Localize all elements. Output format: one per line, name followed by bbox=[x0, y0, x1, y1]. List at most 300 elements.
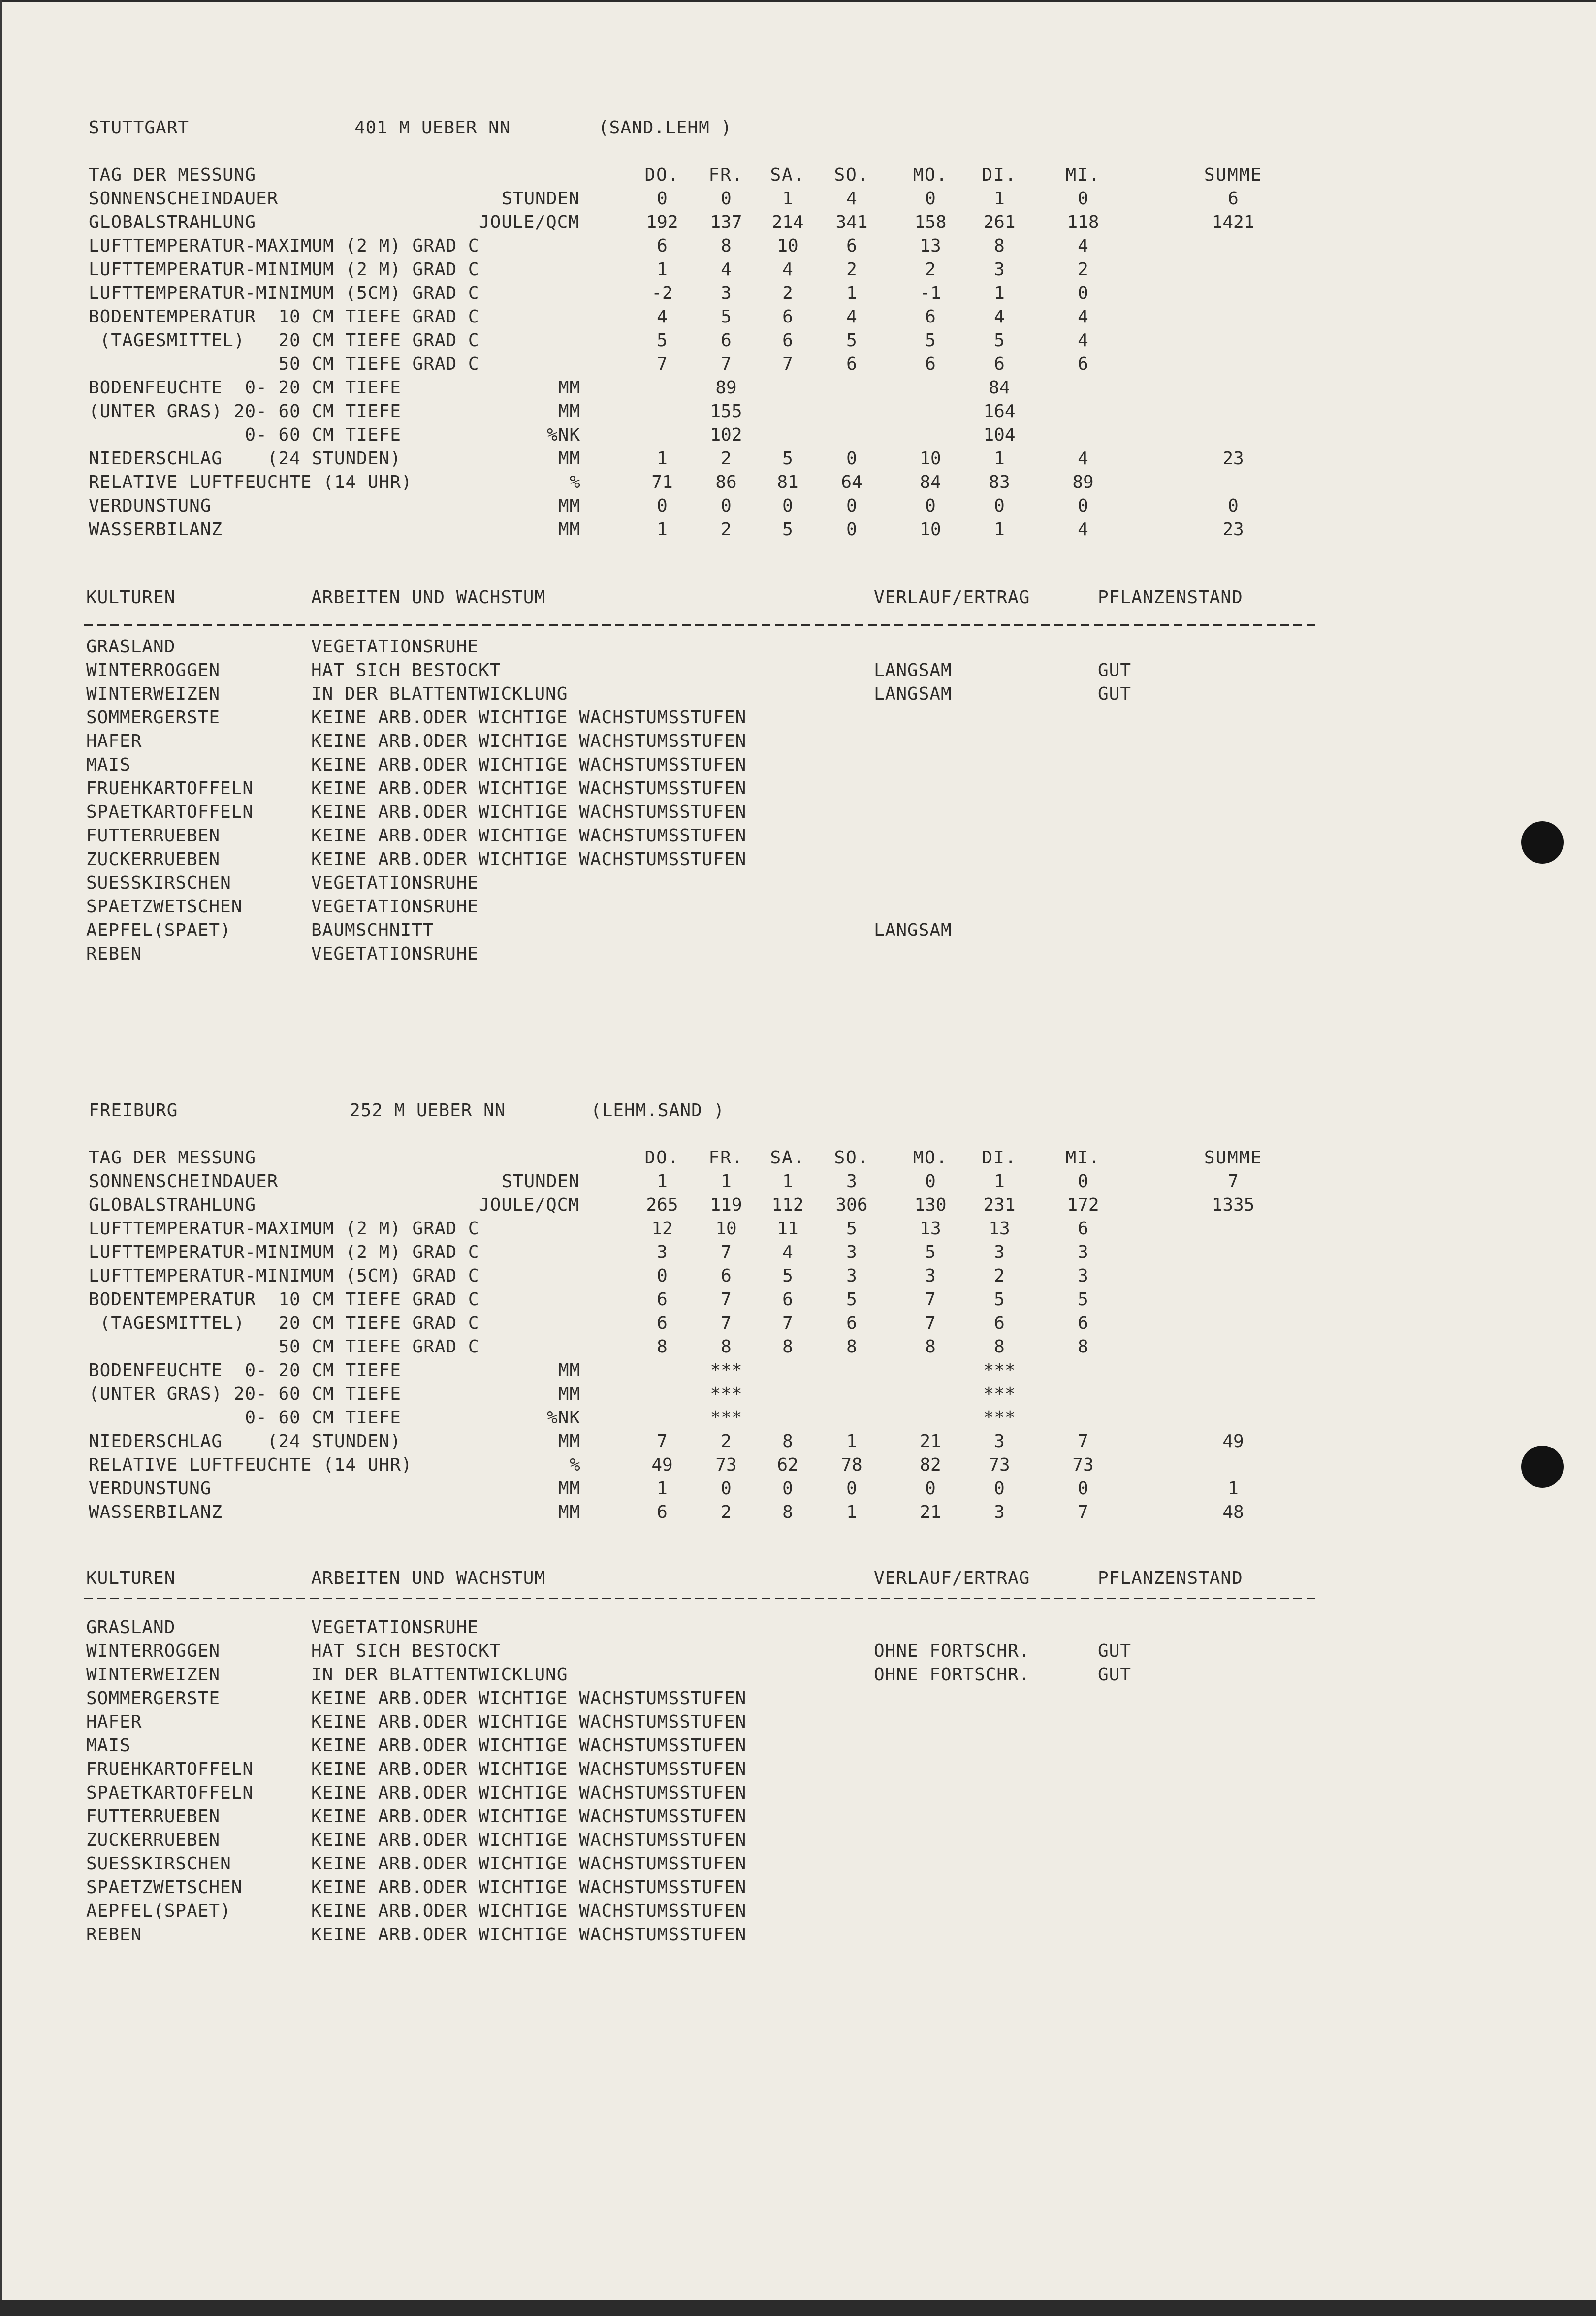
scan-border-left bbox=[0, 0, 2, 2316]
stuttgart-value-cell: 13 bbox=[920, 236, 941, 256]
stuttgart-value-cell: 4 bbox=[846, 307, 857, 327]
freiburg-value-cell: 1 bbox=[846, 1431, 857, 1451]
stuttgart-crop-work: KEINE ARB.ODER WICHTIGE WACHSTUMSSTUFEN bbox=[311, 778, 747, 799]
freiburg-value-cell: 119 bbox=[710, 1195, 742, 1215]
stuttgart-value-cell: 102 bbox=[710, 425, 742, 445]
freiburg-crop-work: KEINE ARB.ODER WICHTIGE WACHSTUMSSTUFEN bbox=[311, 1688, 747, 1708]
freiburg-weekday-header: MO. bbox=[913, 1148, 948, 1168]
stuttgart-crop-name: HAFER bbox=[86, 731, 142, 751]
freiburg-value-cell: 7 bbox=[721, 1313, 732, 1333]
stuttgart-crop-work: VEGETATIONSRUHE bbox=[311, 637, 479, 657]
stuttgart-station-name: STUTTGART bbox=[89, 118, 190, 138]
stuttgart-crop-progress: LANGSAM bbox=[874, 684, 952, 704]
freiburg-row-unit: MM bbox=[558, 1384, 581, 1404]
stuttgart-row-label: NIEDERSCHLAG (24 STUNDEN) bbox=[89, 449, 401, 469]
stuttgart-value-cell: 2 bbox=[721, 519, 732, 540]
freiburg-value-cell: 5 bbox=[994, 1289, 1005, 1310]
stuttgart-value-cell: 4 bbox=[657, 307, 668, 327]
stuttgart-value-cell: 118 bbox=[1067, 212, 1099, 232]
freiburg-row-label: BODENTEMPERATUR 10 CM TIEFE GRAD C bbox=[89, 1289, 479, 1310]
freiburg-crop-name: SUESSKIRSCHEN bbox=[86, 1854, 231, 1874]
freiburg-value-cell: 5 bbox=[925, 1242, 936, 1262]
freiburg-value-cell: 1 bbox=[657, 1171, 668, 1191]
freiburg-value-cell: 3 bbox=[657, 1242, 668, 1262]
stuttgart-row-label: VERDUNSTUNG bbox=[89, 496, 212, 516]
stuttgart-value-cell: 6 bbox=[1078, 354, 1088, 374]
freiburg-value-cell: 11 bbox=[777, 1219, 798, 1239]
stuttgart-crop-name: REBEN bbox=[86, 944, 142, 964]
freiburg-value-cell: *** bbox=[710, 1384, 742, 1404]
stuttgart-row-unit: MM bbox=[558, 401, 581, 421]
stuttgart-soil-type: (SAND.LEHM ) bbox=[598, 118, 733, 138]
freiburg-sum-cell: 48 bbox=[1222, 1502, 1244, 1522]
freiburg-progress-header: VERLAUF/ERTRAG bbox=[874, 1568, 1030, 1588]
stuttgart-crop-work: IN DER BLATTENTWICKLUNG bbox=[311, 684, 568, 704]
freiburg-row-label: WASSERBILANZ bbox=[89, 1502, 223, 1522]
stuttgart-value-cell: 1 bbox=[994, 189, 1005, 209]
freiburg-value-cell: *** bbox=[983, 1360, 1016, 1381]
freiburg-value-cell: 49 bbox=[651, 1455, 673, 1475]
stuttgart-value-cell: 104 bbox=[983, 425, 1016, 445]
freiburg-value-cell: 7 bbox=[782, 1313, 793, 1333]
freiburg-row-label: NIEDERSCHLAG (24 STUNDEN) bbox=[89, 1431, 401, 1451]
freiburg-row-label: 0- 60 CM TIEFE bbox=[89, 1408, 401, 1428]
stuttgart-row-label: BODENFEUCHTE 0- 20 CM TIEFE bbox=[89, 378, 401, 398]
stuttgart-crop-work: KEINE ARB.ODER WICHTIGE WACHSTUMSSTUFEN bbox=[311, 826, 747, 846]
stuttgart-elevation: 401 M UEBER NN bbox=[354, 118, 511, 138]
stuttgart-value-cell: 4 bbox=[1078, 519, 1088, 540]
freiburg-value-cell: 5 bbox=[846, 1289, 857, 1310]
stuttgart-crop-work: VEGETATIONSRUHE bbox=[311, 944, 479, 964]
stuttgart-crop-work: KEINE ARB.ODER WICHTIGE WACHSTUMSSTUFEN bbox=[311, 708, 747, 728]
stuttgart-value-cell: 10 bbox=[920, 519, 941, 540]
stuttgart-value-cell: 2 bbox=[925, 259, 936, 280]
stuttgart-weekday-header: FR. bbox=[708, 165, 744, 185]
freiburg-value-cell: 7 bbox=[1078, 1502, 1088, 1522]
freiburg-value-cell: 6 bbox=[846, 1313, 857, 1333]
freiburg-value-cell: 82 bbox=[920, 1455, 941, 1475]
stuttgart-value-cell: 341 bbox=[835, 212, 868, 232]
freiburg-crop-name: FUTTERRUEBEN bbox=[86, 1806, 221, 1827]
stuttgart-value-cell: 89 bbox=[1072, 472, 1094, 492]
freiburg-weekday-header: SO. bbox=[834, 1148, 869, 1168]
freiburg-row-label: LUFTTEMPERATUR-MINIMUM (5CM) GRAD C bbox=[89, 1266, 479, 1286]
stuttgart-value-cell: 0 bbox=[1078, 496, 1088, 516]
freiburg-value-cell: 0 bbox=[1078, 1171, 1088, 1191]
stuttgart-crop-name: SOMMERGERSTE bbox=[86, 708, 221, 728]
freiburg-value-cell: 3 bbox=[994, 1242, 1005, 1262]
stuttgart-value-cell: 5 bbox=[657, 330, 668, 351]
stuttgart-row-label: WASSERBILANZ bbox=[89, 519, 223, 540]
stuttgart-crop-name: FUTTERRUEBEN bbox=[86, 826, 221, 846]
freiburg-row-label: (UNTER GRAS) 20- 60 CM TIEFE bbox=[89, 1384, 401, 1404]
stuttgart-value-cell: 155 bbox=[710, 401, 742, 421]
stuttgart-row-label: BODENTEMPERATUR 10 CM TIEFE GRAD C bbox=[89, 307, 479, 327]
stuttgart-value-cell: 3 bbox=[721, 283, 732, 303]
freiburg-dashed-rule bbox=[84, 1598, 1319, 1599]
stuttgart-value-cell: 0 bbox=[1078, 189, 1088, 209]
stuttgart-row-label: LUFTTEMPERATUR-MINIMUM (5CM) GRAD C bbox=[89, 283, 479, 303]
freiburg-value-cell: 3 bbox=[846, 1266, 857, 1286]
freiburg-crop-work: KEINE ARB.ODER WICHTIGE WACHSTUMSSTUFEN bbox=[311, 1712, 747, 1732]
stuttgart-value-cell: 1 bbox=[994, 519, 1005, 540]
freiburg-value-cell: 8 bbox=[782, 1431, 793, 1451]
stuttgart-value-cell: 4 bbox=[846, 189, 857, 209]
freiburg-value-cell: 1 bbox=[846, 1502, 857, 1522]
stuttgart-value-cell: 4 bbox=[721, 259, 732, 280]
stuttgart-value-cell: 6 bbox=[846, 236, 857, 256]
freiburg-value-cell: 5 bbox=[1078, 1289, 1088, 1310]
freiburg-value-cell: 8 bbox=[721, 1337, 732, 1357]
freiburg-value-cell: 0 bbox=[1078, 1479, 1088, 1499]
freiburg-value-cell: 73 bbox=[989, 1455, 1010, 1475]
freiburg-value-cell: 7 bbox=[721, 1289, 732, 1310]
freiburg-row-label: LUFTTEMPERATUR-MAXIMUM (2 M) GRAD C bbox=[89, 1219, 479, 1239]
freiburg-sum-cell: 1 bbox=[1228, 1479, 1239, 1499]
freiburg-value-cell: 6 bbox=[1078, 1313, 1088, 1333]
stuttgart-value-cell: 0 bbox=[846, 449, 857, 469]
freiburg-value-cell: *** bbox=[983, 1408, 1016, 1428]
stuttgart-row-unit: % bbox=[570, 472, 581, 492]
stuttgart-value-cell: 1 bbox=[994, 283, 1005, 303]
freiburg-value-cell: 6 bbox=[1078, 1219, 1088, 1239]
freiburg-crop-work: KEINE ARB.ODER WICHTIGE WACHSTUMSSTUFEN bbox=[311, 1901, 747, 1921]
freiburg-value-cell: 3 bbox=[994, 1502, 1005, 1522]
stuttgart-value-cell: 2 bbox=[721, 449, 732, 469]
freiburg-crop-name: FRUEHKARTOFFELN bbox=[86, 1759, 254, 1779]
stuttgart-value-cell: 5 bbox=[925, 330, 936, 351]
stuttgart-value-cell: 6 bbox=[721, 330, 732, 351]
freiburg-crop-work: KEINE ARB.ODER WICHTIGE WACHSTUMSSTUFEN bbox=[311, 1877, 747, 1898]
stuttgart-crop-work: KEINE ARB.ODER WICHTIGE WACHSTUMSSTUFEN bbox=[311, 731, 747, 751]
freiburg-crops-header: KULTUREN bbox=[86, 1568, 176, 1588]
stuttgart-crop-name: WINTERROGGEN bbox=[86, 660, 221, 680]
stuttgart-value-cell: 0 bbox=[721, 496, 732, 516]
freiburg-crop-name: WINTERROGGEN bbox=[86, 1641, 221, 1661]
stuttgart-value-cell: 261 bbox=[983, 212, 1016, 232]
stuttgart-crop-work: VEGETATIONSRUHE bbox=[311, 873, 479, 893]
stuttgart-crop-name: WINTERWEIZEN bbox=[86, 684, 221, 704]
stuttgart-crop-work: BAUMSCHNITT bbox=[311, 920, 434, 940]
stuttgart-sum-cell: 23 bbox=[1222, 449, 1244, 469]
stuttgart-crop-name: AEPFEL(SPAET) bbox=[86, 920, 231, 940]
freiburg-crop-work: IN DER BLATTENTWICKLUNG bbox=[311, 1665, 568, 1685]
stuttgart-value-cell: 10 bbox=[777, 236, 798, 256]
freiburg-value-cell: 6 bbox=[782, 1289, 793, 1310]
freiburg-row-unit: MM bbox=[558, 1502, 581, 1522]
stuttgart-crop-progress: LANGSAM bbox=[874, 920, 952, 940]
freiburg-value-cell: 112 bbox=[771, 1195, 804, 1215]
freiburg-value-cell: 8 bbox=[657, 1337, 668, 1357]
freiburg-value-cell: 5 bbox=[782, 1266, 793, 1286]
freiburg-value-cell: 265 bbox=[646, 1195, 678, 1215]
stuttgart-stand-header: PFLANZENSTAND bbox=[1098, 587, 1243, 608]
stuttgart-value-cell: 8 bbox=[721, 236, 732, 256]
scan-border-bottom bbox=[0, 2300, 1596, 2316]
stuttgart-value-cell: 0 bbox=[657, 189, 668, 209]
stuttgart-row-label: LUFTTEMPERATUR-MAXIMUM (2 M) GRAD C bbox=[89, 236, 479, 256]
stuttgart-value-cell: 6 bbox=[994, 354, 1005, 374]
freiburg-value-cell: 0 bbox=[782, 1479, 793, 1499]
stuttgart-row-label: (TAGESMITTEL) 20 CM TIEFE GRAD C bbox=[89, 330, 479, 351]
freiburg-row-label: RELATIVE LUFTFEUCHTE (14 UHR) bbox=[89, 1455, 413, 1475]
freiburg-value-cell: 3 bbox=[1078, 1266, 1088, 1286]
freiburg-crop-work: KEINE ARB.ODER WICHTIGE WACHSTUMSSTUFEN bbox=[311, 1925, 747, 1945]
freiburg-value-cell: 13 bbox=[989, 1219, 1010, 1239]
stuttgart-crop-name: SUESSKIRSCHEN bbox=[86, 873, 231, 893]
freiburg-row-label: BODENFEUCHTE 0- 20 CM TIEFE bbox=[89, 1360, 401, 1381]
freiburg-row-label: 50 CM TIEFE GRAD C bbox=[89, 1337, 479, 1357]
stuttgart-row-label: RELATIVE LUFTFEUCHTE (14 UHR) bbox=[89, 472, 413, 492]
stuttgart-sum-cell: 23 bbox=[1222, 519, 1244, 540]
stuttgart-value-cell: 5 bbox=[846, 330, 857, 351]
freiburg-value-cell: 7 bbox=[925, 1289, 936, 1310]
freiburg-value-cell: 0 bbox=[721, 1479, 732, 1499]
stuttgart-value-cell: 6 bbox=[782, 330, 793, 351]
stuttgart-value-cell: 137 bbox=[710, 212, 742, 232]
freiburg-value-cell: 13 bbox=[920, 1219, 941, 1239]
stuttgart-value-cell: 4 bbox=[782, 259, 793, 280]
freiburg-row-label: VERDUNSTUNG bbox=[89, 1479, 212, 1499]
freiburg-crop-name: MAIS bbox=[86, 1736, 131, 1756]
freiburg-value-cell: 21 bbox=[920, 1431, 941, 1451]
stuttgart-row-unit: STUNDEN bbox=[502, 189, 580, 209]
freiburg-crop-name: WINTERWEIZEN bbox=[86, 1665, 221, 1685]
freiburg-crop-work: HAT SICH BESTOCKT bbox=[311, 1641, 501, 1661]
stuttgart-value-cell: 4 bbox=[1078, 449, 1088, 469]
stuttgart-value-cell: 214 bbox=[771, 212, 804, 232]
freiburg-crop-progress: OHNE FORTSCHR. bbox=[874, 1665, 1030, 1685]
freiburg-value-cell: 73 bbox=[1072, 1455, 1094, 1475]
stuttgart-value-cell: 1 bbox=[657, 449, 668, 469]
freiburg-value-cell: 6 bbox=[657, 1313, 668, 1333]
freiburg-crop-name: REBEN bbox=[86, 1925, 142, 1945]
freiburg-row-unit: %NK bbox=[547, 1408, 581, 1428]
freiburg-value-cell: 172 bbox=[1067, 1195, 1099, 1215]
freiburg-crop-work: VEGETATIONSRUHE bbox=[311, 1617, 479, 1638]
freiburg-crop-work: KEINE ARB.ODER WICHTIGE WACHSTUMSSTUFEN bbox=[311, 1806, 747, 1827]
freiburg-crop-name: SOMMERGERSTE bbox=[86, 1688, 221, 1708]
stuttgart-crop-progress: LANGSAM bbox=[874, 660, 952, 680]
freiburg-value-cell: 3 bbox=[846, 1242, 857, 1262]
freiburg-crop-work: KEINE ARB.ODER WICHTIGE WACHSTUMSSTUFEN bbox=[311, 1783, 747, 1803]
freiburg-value-cell: 1 bbox=[657, 1479, 668, 1499]
freiburg-value-cell: 7 bbox=[721, 1242, 732, 1262]
stuttgart-crop-name: SPAETKARTOFFELN bbox=[86, 802, 254, 822]
freiburg-value-cell: 8 bbox=[1078, 1337, 1088, 1357]
stuttgart-value-cell: -2 bbox=[651, 283, 673, 303]
stuttgart-weekday-header: SA. bbox=[770, 165, 805, 185]
stuttgart-value-cell: 2 bbox=[846, 259, 857, 280]
stuttgart-crop-work: KEINE ARB.ODER WICHTIGE WACHSTUMSSTUFEN bbox=[311, 802, 747, 822]
freiburg-value-cell: 6 bbox=[994, 1313, 1005, 1333]
freiburg-crop-work: KEINE ARB.ODER WICHTIGE WACHSTUMSSTUFEN bbox=[311, 1736, 747, 1756]
freiburg-row-unit: % bbox=[570, 1455, 581, 1475]
stuttgart-value-cell: 192 bbox=[646, 212, 678, 232]
stuttgart-crop-work: VEGETATIONSRUHE bbox=[311, 897, 479, 917]
stuttgart-crop-name: SPAETZWETSCHEN bbox=[86, 897, 243, 917]
freiburg-crop-name: ZUCKERRUEBEN bbox=[86, 1830, 221, 1850]
stuttgart-value-cell: 4 bbox=[994, 307, 1005, 327]
stuttgart-value-cell: 6 bbox=[846, 354, 857, 374]
stuttgart-weekday-header: MO. bbox=[913, 165, 948, 185]
stuttgart-value-cell: -1 bbox=[920, 283, 941, 303]
stuttgart-crop-work: HAT SICH BESTOCKT bbox=[311, 660, 501, 680]
freiburg-row-label: GLOBALSTRAHLUNG bbox=[89, 1195, 256, 1215]
stuttgart-row-unit: MM bbox=[558, 496, 581, 516]
stuttgart-value-cell: 0 bbox=[994, 496, 1005, 516]
stuttgart-value-cell: 10 bbox=[920, 449, 941, 469]
stuttgart-row-unit: MM bbox=[558, 519, 581, 540]
freiburg-value-cell: 8 bbox=[782, 1337, 793, 1357]
stuttgart-row-label: SONNENSCHEINDAUER bbox=[89, 189, 279, 209]
stuttgart-progress-header: VERLAUF/ERTRAG bbox=[874, 587, 1030, 608]
freiburg-value-cell: 78 bbox=[841, 1455, 862, 1475]
freiburg-value-cell: 73 bbox=[715, 1455, 737, 1475]
freiburg-crop-name: SPAETKARTOFFELN bbox=[86, 1783, 254, 1803]
freiburg-value-cell: 1 bbox=[782, 1171, 793, 1191]
stuttgart-row-unit: MM bbox=[558, 449, 581, 469]
stuttgart-crop-work: KEINE ARB.ODER WICHTIGE WACHSTUMSSTUFEN bbox=[311, 849, 747, 869]
freiburg-station-name: FREIBURG bbox=[89, 1100, 178, 1121]
stuttgart-row-label: GLOBALSTRAHLUNG bbox=[89, 212, 256, 232]
freiburg-sum-cell: 7 bbox=[1228, 1171, 1239, 1191]
freiburg-row-unit: MM bbox=[558, 1431, 581, 1451]
freiburg-value-cell: 7 bbox=[925, 1313, 936, 1333]
stuttgart-value-cell: 5 bbox=[782, 519, 793, 540]
stuttgart-value-cell: 4 bbox=[1078, 330, 1088, 351]
stuttgart-value-cell: 0 bbox=[925, 189, 936, 209]
stuttgart-value-cell: 71 bbox=[651, 472, 673, 492]
freiburg-measure-label: TAG DER MESSUNG bbox=[89, 1148, 256, 1168]
stuttgart-value-cell: 6 bbox=[657, 236, 668, 256]
freiburg-sum-cell: 1335 bbox=[1212, 1195, 1255, 1215]
freiburg-row-unit: JOULE/QCM bbox=[479, 1195, 580, 1215]
freiburg-value-cell: 8 bbox=[925, 1337, 936, 1357]
stuttgart-weekday-header: DI. bbox=[982, 165, 1017, 185]
freiburg-row-label: SONNENSCHEINDAUER bbox=[89, 1171, 279, 1191]
stuttgart-sum-cell: 6 bbox=[1228, 189, 1239, 209]
stuttgart-weekday-header: DO. bbox=[644, 165, 680, 185]
freiburg-value-cell: 1 bbox=[994, 1171, 1005, 1191]
freiburg-crop-stand: GUT bbox=[1098, 1641, 1132, 1661]
stuttgart-value-cell: 1 bbox=[657, 519, 668, 540]
freiburg-row-label: (TAGESMITTEL) 20 CM TIEFE GRAD C bbox=[89, 1313, 479, 1333]
freiburg-value-cell: 1 bbox=[721, 1171, 732, 1191]
stuttgart-crop-work: KEINE ARB.ODER WICHTIGE WACHSTUMSSTUFEN bbox=[311, 755, 747, 775]
freiburg-value-cell: 0 bbox=[846, 1479, 857, 1499]
stuttgart-value-cell: 0 bbox=[721, 189, 732, 209]
freiburg-weekday-header: FR. bbox=[708, 1148, 744, 1168]
freiburg-weekday-header: DI. bbox=[982, 1148, 1017, 1168]
stuttgart-value-cell: 0 bbox=[846, 496, 857, 516]
freiburg-value-cell: 8 bbox=[782, 1502, 793, 1522]
stuttgart-value-cell: 5 bbox=[721, 307, 732, 327]
freiburg-value-cell: 0 bbox=[657, 1266, 668, 1286]
stuttgart-crop-name: ZUCKERRUEBEN bbox=[86, 849, 221, 869]
stuttgart-value-cell: 1 bbox=[994, 449, 1005, 469]
freiburg-value-cell: 6 bbox=[721, 1266, 732, 1286]
stuttgart-value-cell: 64 bbox=[841, 472, 862, 492]
stuttgart-sum-header: SUMME bbox=[1204, 165, 1263, 185]
stuttgart-sum-cell: 0 bbox=[1228, 496, 1239, 516]
stuttgart-value-cell: 0 bbox=[846, 519, 857, 540]
stuttgart-value-cell: 81 bbox=[777, 472, 798, 492]
freiburg-value-cell: 130 bbox=[914, 1195, 947, 1215]
freiburg-value-cell: 306 bbox=[835, 1195, 868, 1215]
freiburg-row-unit: STUNDEN bbox=[502, 1171, 580, 1191]
stuttgart-sum-cell: 1421 bbox=[1212, 212, 1255, 232]
stuttgart-value-cell: 7 bbox=[782, 354, 793, 374]
stuttgart-crop-stand: GUT bbox=[1098, 684, 1132, 704]
stuttgart-value-cell: 1 bbox=[846, 283, 857, 303]
freiburg-sum-header: SUMME bbox=[1204, 1148, 1263, 1168]
stuttgart-value-cell: 86 bbox=[715, 472, 737, 492]
stuttgart-work-header: ARBEITEN UND WACHSTUM bbox=[311, 587, 546, 608]
freiburg-value-cell: *** bbox=[983, 1384, 1016, 1404]
stuttgart-value-cell: 8 bbox=[994, 236, 1005, 256]
stuttgart-value-cell: 6 bbox=[925, 307, 936, 327]
stuttgart-value-cell: 84 bbox=[989, 378, 1010, 398]
freiburg-value-cell: 2 bbox=[721, 1502, 732, 1522]
stuttgart-crop-name: FRUEHKARTOFFELN bbox=[86, 778, 254, 799]
freiburg-value-cell: *** bbox=[710, 1360, 742, 1381]
stuttgart-crop-name: GRASLAND bbox=[86, 637, 176, 657]
freiburg-crop-work: KEINE ARB.ODER WICHTIGE WACHSTUMSSTUFEN bbox=[311, 1854, 747, 1874]
freiburg-weekday-header: SA. bbox=[770, 1148, 805, 1168]
freiburg-sum-cell: 49 bbox=[1222, 1431, 1244, 1451]
freiburg-crop-stand: GUT bbox=[1098, 1665, 1132, 1685]
stuttgart-value-cell: 2 bbox=[1078, 259, 1088, 280]
punch-hole-lower bbox=[1521, 1446, 1564, 1488]
freiburg-value-cell: 10 bbox=[715, 1219, 737, 1239]
freiburg-value-cell: 0 bbox=[994, 1479, 1005, 1499]
stuttgart-row-unit: %NK bbox=[547, 425, 581, 445]
freiburg-value-cell: 21 bbox=[920, 1502, 941, 1522]
freiburg-value-cell: 4 bbox=[782, 1242, 793, 1262]
stuttgart-value-cell: 3 bbox=[994, 259, 1005, 280]
freiburg-weekday-header: MI. bbox=[1065, 1148, 1101, 1168]
freiburg-crop-work: KEINE ARB.ODER WICHTIGE WACHSTUMSSTUFEN bbox=[311, 1759, 747, 1779]
freiburg-value-cell: 231 bbox=[983, 1195, 1016, 1215]
freiburg-row-unit: MM bbox=[558, 1479, 581, 1499]
freiburg-value-cell: 6 bbox=[657, 1502, 668, 1522]
stuttgart-value-cell: 158 bbox=[914, 212, 947, 232]
freiburg-stand-header: PFLANZENSTAND bbox=[1098, 1568, 1243, 1588]
freiburg-crop-name: GRASLAND bbox=[86, 1617, 176, 1638]
stuttgart-row-unit: MM bbox=[558, 378, 581, 398]
stuttgart-value-cell: 5 bbox=[782, 449, 793, 469]
stuttgart-dashed-rule bbox=[84, 624, 1319, 626]
stuttgart-row-label: LUFTTEMPERATUR-MINIMUM (2 M) GRAD C bbox=[89, 259, 479, 280]
stuttgart-value-cell: 6 bbox=[782, 307, 793, 327]
freiburg-crop-progress: OHNE FORTSCHR. bbox=[874, 1641, 1030, 1661]
freiburg-value-cell: 2 bbox=[721, 1431, 732, 1451]
stuttgart-crops-header: KULTUREN bbox=[86, 587, 176, 608]
freiburg-value-cell: 8 bbox=[994, 1337, 1005, 1357]
stuttgart-measure-label: TAG DER MESSUNG bbox=[89, 165, 256, 185]
stuttgart-row-label: (UNTER GRAS) 20- 60 CM TIEFE bbox=[89, 401, 401, 421]
stuttgart-value-cell: 5 bbox=[994, 330, 1005, 351]
stuttgart-crop-stand: GUT bbox=[1098, 660, 1132, 680]
freiburg-value-cell: 7 bbox=[657, 1431, 668, 1451]
freiburg-value-cell: 5 bbox=[846, 1219, 857, 1239]
freiburg-work-header: ARBEITEN UND WACHSTUM bbox=[311, 1568, 546, 1588]
stuttgart-value-cell: 0 bbox=[1078, 283, 1088, 303]
freiburg-value-cell: 0 bbox=[925, 1171, 936, 1191]
stuttgart-value-cell: 0 bbox=[925, 496, 936, 516]
stuttgart-value-cell: 1 bbox=[657, 259, 668, 280]
